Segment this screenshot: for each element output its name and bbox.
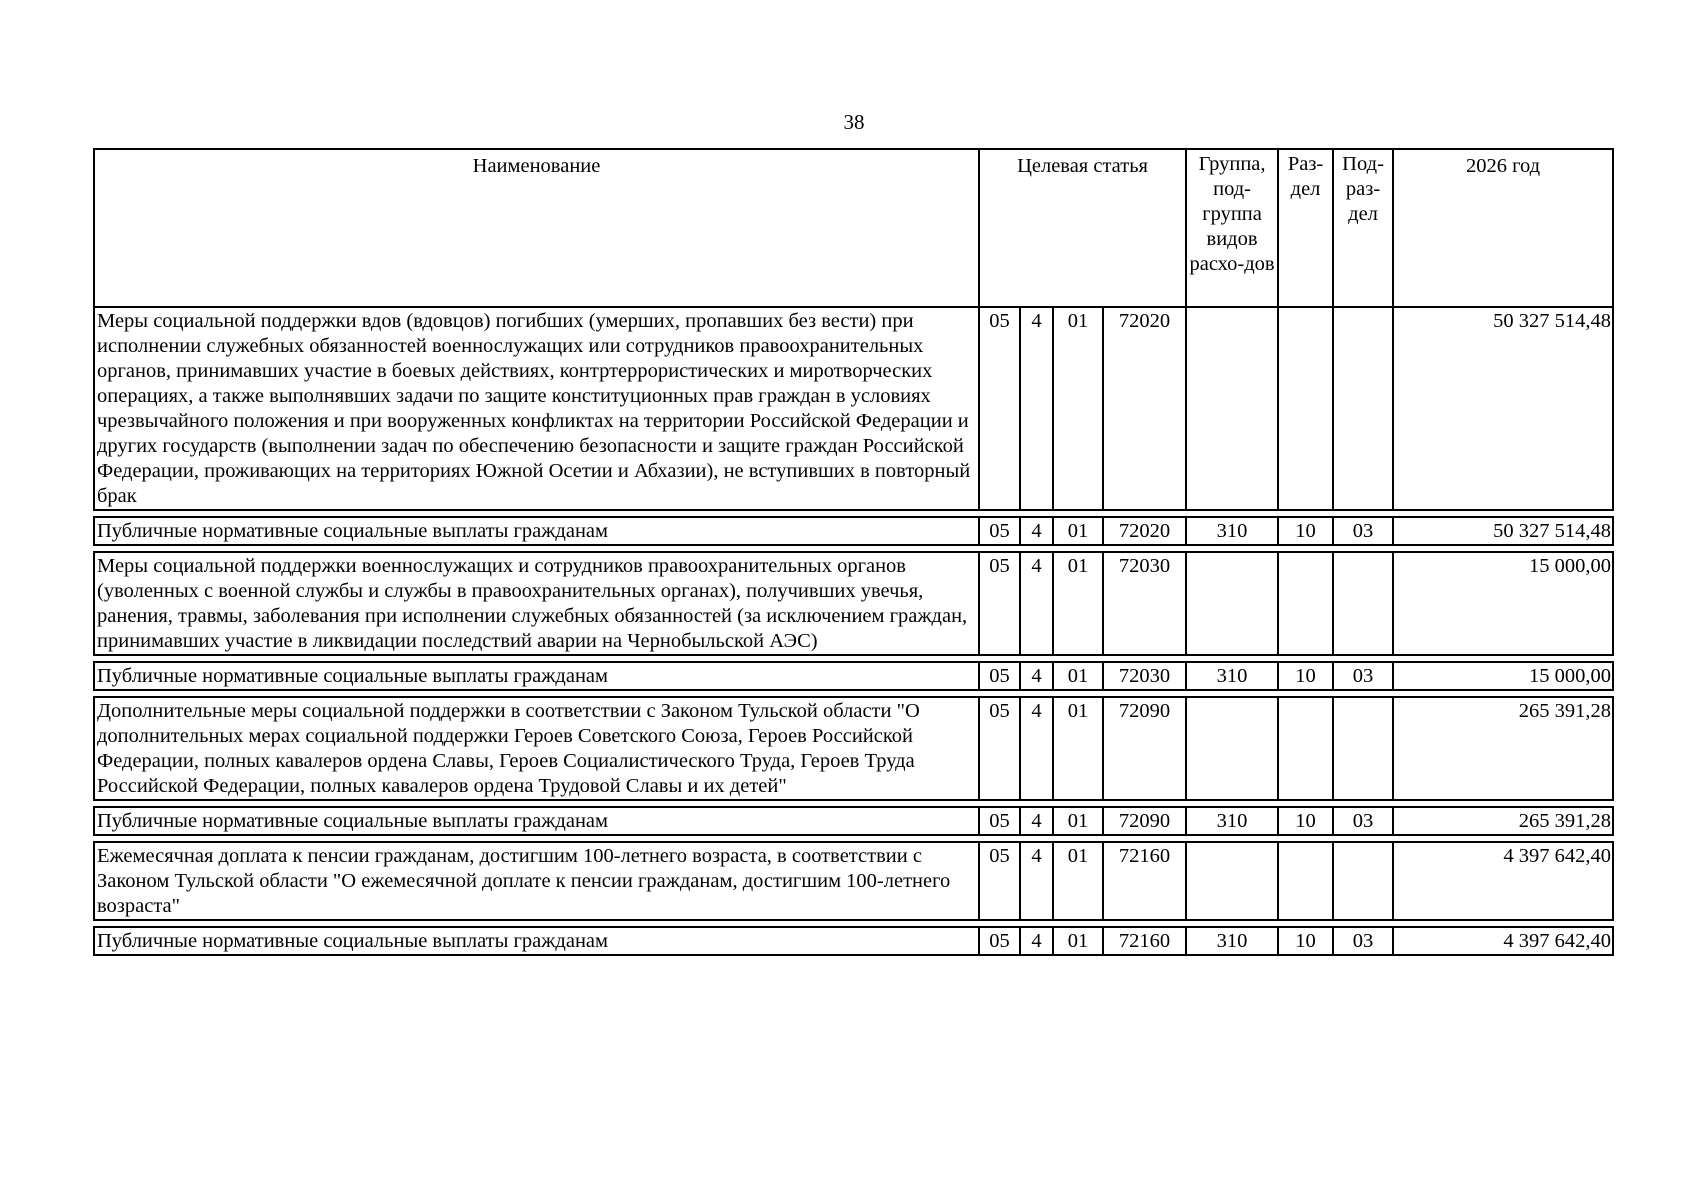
- target-code-direction: 72020: [1103, 307, 1186, 510]
- page-number: 38: [843, 110, 865, 134]
- table-row: [94, 807, 1613, 835]
- row-gap: [94, 690, 1613, 697]
- header-target-article: Целевая статья: [979, 149, 1186, 307]
- section-code: 10: [1278, 807, 1333, 835]
- budget-table: [93, 148, 1614, 956]
- table-row: [94, 697, 1613, 800]
- table-row: [94, 307, 1613, 510]
- row-gap: [94, 920, 1613, 927]
- target-code-sub: 01: [1053, 927, 1103, 955]
- section-code: 10: [1278, 662, 1333, 690]
- header-section: Раз-дел: [1278, 149, 1333, 307]
- target-code-type: 4: [1020, 307, 1053, 510]
- target-code-direction: 72020: [1103, 517, 1186, 545]
- row-name: Публичные нормативные социальные выплаты гражданам: [94, 662, 979, 690]
- header-row: [94, 149, 1613, 307]
- header-expense-group: Группа, под-группа видов расхо-дов: [1186, 149, 1278, 307]
- expense-group: [1186, 552, 1278, 655]
- header-year: 2026 год: [1393, 149, 1613, 307]
- target-code-direction: 72090: [1103, 807, 1186, 835]
- subsection-code: [1333, 307, 1393, 510]
- target-code-sub: 01: [1053, 517, 1103, 545]
- target-code-direction: 72030: [1103, 552, 1186, 655]
- row-gap-cell: [94, 690, 1613, 697]
- target-code-type: 4: [1020, 697, 1053, 800]
- row-gap-cell: [94, 920, 1613, 927]
- table-row: [94, 517, 1613, 545]
- section-code: [1278, 697, 1333, 800]
- target-code-type: 4: [1020, 807, 1053, 835]
- row-gap: [94, 510, 1613, 517]
- amount-2026: 4 397 642,40: [1393, 927, 1613, 955]
- section-code: 10: [1278, 927, 1333, 955]
- target-code-type: 4: [1020, 517, 1053, 545]
- expense-group: [1186, 842, 1278, 920]
- subsection-code: [1333, 697, 1393, 800]
- expense-group: 310: [1186, 517, 1278, 545]
- row-gap-cell: [94, 835, 1613, 842]
- target-code-direction: 72160: [1103, 927, 1186, 955]
- expense-group: 310: [1186, 807, 1278, 835]
- row-gap: [94, 655, 1613, 662]
- header-subsection: Под-раз-дел: [1333, 149, 1393, 307]
- target-code-direction: 72030: [1103, 662, 1186, 690]
- subsection-code: [1333, 842, 1393, 920]
- row-name: Публичные нормативные социальные выплаты гражданам: [94, 927, 979, 955]
- section-code: [1278, 552, 1333, 655]
- amount-2026: 4 397 642,40: [1393, 842, 1613, 920]
- target-code-sub: 01: [1053, 662, 1103, 690]
- row-gap-cell: [94, 545, 1613, 552]
- row-name: Меры социальной поддержки вдов (вдовцов) погибших (умерших, пропавших без вести) при исполнении служебных обязанностей военнослужащих или сотрудников правоохранительных органов, принимавших участие в боевых действиях, контртеррористических и миротворческих операциях, а также выполнявших задачи по защите конституционных прав граждан в условиях чрезвычайного положения и при вооруженных конфликтах на территории Российской Федерации и других государств (выполнении задач по обеспечению безопасности и защите граждан Российской Федерации, проживающих на территориях Южной Осетии и Абхазии), не вступивших в повторный брак: [94, 307, 979, 510]
- target-code-program: 05: [979, 307, 1020, 510]
- subsection-code: 03: [1333, 927, 1393, 955]
- row-name: Ежемесячная доплата к пенсии гражданам, достигшим 100-летнего возраста, в соответствии с Законом Тульской области "О ежемесячной доплате к пенсии гражданам, достигшим 100-летнего возраста": [94, 842, 979, 920]
- amount-2026: 50 327 514,48: [1393, 307, 1613, 510]
- row-gap: [94, 835, 1613, 842]
- amount-2026: 50 327 514,48: [1393, 517, 1613, 545]
- target-code-type: 4: [1020, 927, 1053, 955]
- subsection-code: 03: [1333, 807, 1393, 835]
- table-body: [94, 307, 1613, 955]
- target-code-direction: 72090: [1103, 697, 1186, 800]
- section-code: 10: [1278, 517, 1333, 545]
- row-name: Публичные нормативные социальные выплаты гражданам: [94, 517, 979, 545]
- target-code-sub: 01: [1053, 552, 1103, 655]
- target-code-sub: 01: [1053, 842, 1103, 920]
- row-gap-cell: [94, 510, 1613, 517]
- expense-group: [1186, 697, 1278, 800]
- amount-2026: 265 391,28: [1393, 697, 1613, 800]
- target-code-program: 05: [979, 927, 1020, 955]
- header-name: Наименование: [94, 149, 979, 307]
- row-gap: [94, 800, 1613, 807]
- section-code: [1278, 842, 1333, 920]
- target-code-program: 05: [979, 552, 1020, 655]
- expense-group: 310: [1186, 662, 1278, 690]
- table-row: [94, 927, 1613, 955]
- target-code-program: 05: [979, 662, 1020, 690]
- target-code-direction: 72160: [1103, 842, 1186, 920]
- subsection-code: [1333, 552, 1393, 655]
- target-code-type: 4: [1020, 662, 1053, 690]
- target-code-type: 4: [1020, 552, 1053, 655]
- target-code-sub: 01: [1053, 807, 1103, 835]
- row-name: Дополнительные меры социальной поддержки в соответствии с Законом Тульской области "О дополнительных мерах социальной поддержки Героев Советского Союза, Героев Российской Федерации, полных кавалеров ордена Славы, Героев Социалистического Труда, Героев Труда Российской Федерации, полных кавалеров ордена Трудовой Славы и их детей": [94, 697, 979, 800]
- row-gap: [94, 545, 1613, 552]
- table-row: [94, 662, 1613, 690]
- row-name: Меры социальной поддержки военнослужащих и сотрудников правоохранительных органов (уволенных с военной службы и службы в правоохранительных органах), получивших увечья, ранения, травмы, заболевания при исполнении служебных обязанностей (за исключением граждан, принимавших участие в ликвидации последствий аварии на Чернобыльской АЭС): [94, 552, 979, 655]
- amount-2026: 15 000,00: [1393, 552, 1613, 655]
- amount-2026: 265 391,28: [1393, 807, 1613, 835]
- target-code-program: 05: [979, 697, 1020, 800]
- expense-group: 310: [1186, 927, 1278, 955]
- table-row: [94, 842, 1613, 920]
- target-code-type: 4: [1020, 842, 1053, 920]
- row-gap-cell: [94, 655, 1613, 662]
- table-row: [94, 552, 1613, 655]
- section-code: [1278, 307, 1333, 510]
- row-name: Публичные нормативные социальные выплаты гражданам: [94, 807, 979, 835]
- row-gap-cell: [94, 800, 1613, 807]
- expense-group: [1186, 307, 1278, 510]
- target-code-sub: 01: [1053, 307, 1103, 510]
- amount-2026: 15 000,00: [1393, 662, 1613, 690]
- target-code-sub: 01: [1053, 697, 1103, 800]
- subsection-code: 03: [1333, 662, 1393, 690]
- target-code-program: 05: [979, 517, 1020, 545]
- subsection-code: 03: [1333, 517, 1393, 545]
- target-code-program: 05: [979, 807, 1020, 835]
- target-code-program: 05: [979, 842, 1020, 920]
